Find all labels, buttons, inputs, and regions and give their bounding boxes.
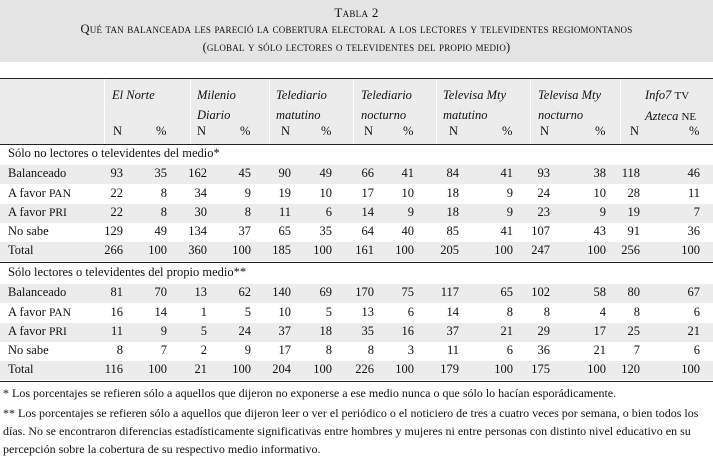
cell-percent: 6 (693, 343, 700, 357)
cell-percent: 8 (244, 205, 251, 219)
cell-percent: 41 (401, 166, 414, 180)
table-row (0, 223, 713, 242)
cell-percent: 49 (319, 166, 332, 180)
cell-percent: 100 (148, 243, 167, 257)
cell-n: 2 (200, 343, 207, 357)
cell-n: 7 (633, 343, 640, 357)
row-label: A favor PRI (8, 205, 67, 219)
cell-n: 120 (621, 362, 640, 376)
cell-percent: 100 (587, 362, 606, 376)
table-row (0, 185, 713, 204)
cell-n: 22 (110, 186, 123, 200)
cell-n: 179 (440, 362, 459, 376)
table-row (0, 342, 713, 361)
header-milenio-diario: Milenio Diario (197, 88, 236, 122)
cell-n: 117 (440, 285, 459, 299)
cell-n: 14 (361, 205, 374, 219)
cell-percent: 5 (325, 305, 332, 319)
section-heading-readers: Sólo lectores o televidentes del propio medio** (8, 265, 247, 279)
cell-percent: 100 (148, 362, 167, 376)
cell-percent: 6 (325, 205, 332, 219)
cell-n: 29 (537, 324, 550, 338)
cell-percent: 6 (506, 343, 513, 357)
cell-n: 5 (200, 324, 207, 338)
cell-percent: 21 (593, 343, 606, 357)
cell-percent: 17 (593, 324, 606, 338)
cell-n: 256 (621, 243, 640, 257)
cell-percent: 8 (160, 205, 167, 219)
cell-n: 107 (531, 224, 550, 238)
cell-n: 18 (446, 205, 459, 219)
cell-n: 161 (355, 243, 374, 257)
cell-n: 204 (272, 362, 291, 376)
header-n: N (113, 124, 123, 138)
cell-percent: 8 (160, 186, 167, 200)
cell-percent: 18 (319, 324, 332, 338)
cell-percent: 21 (500, 324, 513, 338)
header-percent: % (240, 124, 251, 138)
cell-percent: 9 (506, 186, 513, 200)
cell-percent: 36 (687, 224, 700, 238)
cell-n: 80 (627, 285, 640, 299)
row-label: A favor PAN (8, 305, 71, 319)
cell-n: 30 (194, 205, 207, 219)
cell-percent: 35 (319, 224, 332, 238)
cell-n: 37 (278, 324, 291, 338)
row-label: No sabe (8, 224, 49, 238)
cell-percent: 40 (401, 224, 414, 238)
cell-n: 17 (361, 186, 374, 200)
cell-n: 170 (355, 285, 374, 299)
cell-n: 66 (361, 166, 374, 180)
cell-percent: 5 (244, 305, 251, 319)
cell-percent: 9 (407, 205, 414, 219)
cell-n: 1 (200, 305, 207, 319)
cell-n: 266 (104, 243, 123, 257)
cell-n: 65 (278, 224, 291, 238)
cell-percent: 100 (681, 362, 700, 376)
cell-percent: 100 (681, 243, 700, 257)
cell-n: 205 (440, 243, 459, 257)
row-label: No sabe (8, 343, 49, 357)
header-info7-azteca: Info7 TV Azteca NE (645, 88, 697, 123)
cell-percent: 69 (319, 285, 332, 299)
cell-n: 22 (110, 205, 123, 219)
header-n: N (449, 124, 459, 138)
row-label: Balanceado (8, 166, 67, 180)
cell-percent: 41 (500, 166, 513, 180)
header-el-norte: El Norte (112, 88, 155, 102)
cell-n: 140 (272, 285, 291, 299)
cell-percent: 10 (401, 186, 414, 200)
cell-n: 134 (188, 224, 207, 238)
cell-percent: 9 (506, 205, 513, 219)
table-row (0, 323, 713, 342)
header-percent: % (156, 124, 167, 138)
cell-percent: 100 (395, 362, 414, 376)
cell-n: 18 (446, 186, 459, 200)
cell-percent: 14 (154, 305, 167, 319)
cell-percent: 24 (238, 324, 251, 338)
cell-n: 16 (110, 305, 123, 319)
cell-percent: 100 (232, 362, 251, 376)
footnote-2: ** Los porcentajes se refieren sólo a aquellos que dijeron leer o ver el periódico o el noticiero de tres a cuatro veces por semana, o bien todos los días. No se encontraron diferencias estadísticamente significativas entre hombres y mujeres ni entre personas con distinto nivel educativo en su percepción sobre la cobertura de su respectivo medio informativo. (3, 406, 699, 456)
cell-n: 226 (355, 362, 374, 376)
cell-n: 35 (361, 324, 374, 338)
header-percent: % (403, 124, 414, 138)
table-number: Tabla 2 (334, 5, 379, 20)
header-percent: % (502, 124, 513, 138)
table-row (0, 284, 713, 303)
cell-percent: 67 (687, 285, 700, 299)
header-telediario-matutino: Telediario matutino (276, 88, 327, 122)
cell-percent: 10 (593, 186, 606, 200)
cell-n: 185 (272, 243, 291, 257)
cell-percent: 70 (154, 285, 167, 299)
header-n: N (540, 124, 550, 138)
cell-percent: 58 (593, 285, 606, 299)
header-n: N (364, 124, 374, 138)
cell-percent: 100 (494, 362, 513, 376)
cell-n: 19 (278, 186, 291, 200)
cell-n: 102 (531, 285, 550, 299)
footnote-1: * Los porcentajes se refieren sólo a aquellos que dijeron no exponerse a ese medio nunca o que sólo lo hacían esporádicamente. (3, 386, 617, 400)
table-title: Qué tan balanceada les pareció la cobertura electoral a los lectores y televidentes regiomontanos (80, 22, 633, 36)
cell-percent: 100 (313, 362, 332, 376)
row-label: A favor PRI (8, 324, 67, 338)
cell-n: 11 (110, 324, 123, 338)
cell-n: 118 (621, 166, 640, 180)
header-percent: % (689, 124, 700, 138)
cell-n: 10 (278, 305, 291, 319)
cell-percent: 100 (232, 243, 251, 257)
cell-n: 11 (278, 205, 291, 219)
cell-n: 85 (446, 224, 459, 238)
table-row (0, 304, 713, 323)
header-percent: % (321, 124, 332, 138)
cell-n: 21 (194, 362, 207, 376)
header-televisa-nocturno: Televisa Mty nocturno (538, 88, 602, 122)
cell-n: 23 (537, 205, 550, 219)
cell-n: 34 (194, 186, 207, 200)
cell-n: 116 (104, 362, 123, 376)
cell-n: 8 (367, 343, 374, 357)
row-label: A favor PAN (8, 186, 71, 200)
cell-percent: 21 (687, 324, 700, 338)
cell-n: 129 (104, 224, 123, 238)
column-header-band (0, 78, 713, 144)
cell-percent: 100 (587, 243, 606, 257)
cell-percent: 45 (238, 166, 251, 180)
cell-n: 84 (446, 166, 459, 180)
cell-percent: 75 (401, 285, 414, 299)
cell-n: 19 (627, 205, 640, 219)
cell-n: 360 (188, 243, 207, 257)
cell-percent: 9 (244, 343, 251, 357)
cell-percent: 41 (500, 224, 513, 238)
cell-n: 91 (627, 224, 640, 238)
cell-percent: 8 (506, 305, 513, 319)
cell-n: 25 (627, 324, 640, 338)
cell-n: 24 (537, 186, 550, 200)
cell-percent: 7 (693, 205, 700, 219)
row-label: Total (8, 243, 34, 257)
cell-n: 247 (531, 243, 550, 257)
cell-n: 93 (537, 166, 550, 180)
cell-n: 90 (278, 166, 291, 180)
row-label: Total (8, 362, 34, 376)
cell-percent: 16 (401, 324, 414, 338)
cell-percent: 8 (325, 343, 332, 357)
header-percent: % (595, 124, 606, 138)
cell-percent: 7 (160, 343, 167, 357)
cell-percent: 6 (693, 305, 700, 319)
cell-percent: 9 (244, 186, 251, 200)
cell-percent: 6 (407, 305, 414, 319)
table-subtitle: (global y sólo lectores o televidentes del propio medio) (202, 40, 511, 54)
table-row (0, 242, 713, 261)
cell-percent: 43 (593, 224, 606, 238)
cell-n: 175 (531, 362, 550, 376)
header-n: N (630, 124, 640, 138)
header-telediario-nocturno: Telediario nocturno (361, 88, 412, 122)
cell-percent: 9 (599, 205, 606, 219)
cell-n: 8 (116, 343, 123, 357)
cell-percent: 10 (319, 186, 332, 200)
cell-n: 81 (110, 285, 123, 299)
cell-percent: 11 (687, 186, 700, 200)
cell-n: 8 (633, 305, 640, 319)
cell-n: 93 (110, 166, 123, 180)
cell-n: 11 (446, 343, 459, 357)
cell-percent: 46 (687, 166, 700, 180)
table-title-box (0, 0, 713, 62)
cell-percent: 49 (154, 224, 167, 238)
cell-percent: 9 (160, 324, 167, 338)
cell-n: 14 (446, 305, 459, 319)
header-n: N (197, 124, 207, 138)
cell-percent: 65 (500, 285, 513, 299)
cell-percent: 35 (154, 166, 167, 180)
cell-percent: 100 (395, 243, 414, 257)
cell-n: 8 (543, 305, 550, 319)
cell-n: 28 (627, 186, 640, 200)
table-row (0, 165, 713, 184)
cell-n: 37 (446, 324, 459, 338)
cell-n: 13 (194, 285, 207, 299)
cell-percent: 38 (593, 166, 606, 180)
header-n: N (281, 124, 291, 138)
cell-n: 17 (278, 343, 291, 357)
cell-percent: 37 (238, 224, 251, 238)
table-row (0, 361, 713, 380)
cell-percent: 4 (599, 305, 606, 319)
cell-percent: 100 (313, 243, 332, 257)
cell-percent: 3 (407, 343, 414, 357)
row-label: Balanceado (8, 285, 67, 299)
section-heading-non-readers: Sólo no lectores o televidentes del medio* (8, 146, 220, 160)
table-row (0, 204, 713, 223)
cell-n: 36 (537, 343, 550, 357)
header-televisa-matutino: Televisa Mty matutino (443, 88, 507, 122)
cell-n: 162 (188, 166, 207, 180)
cell-n: 13 (361, 305, 374, 319)
cell-n: 64 (361, 224, 374, 238)
cell-percent: 62 (238, 285, 251, 299)
cell-percent: 100 (494, 243, 513, 257)
